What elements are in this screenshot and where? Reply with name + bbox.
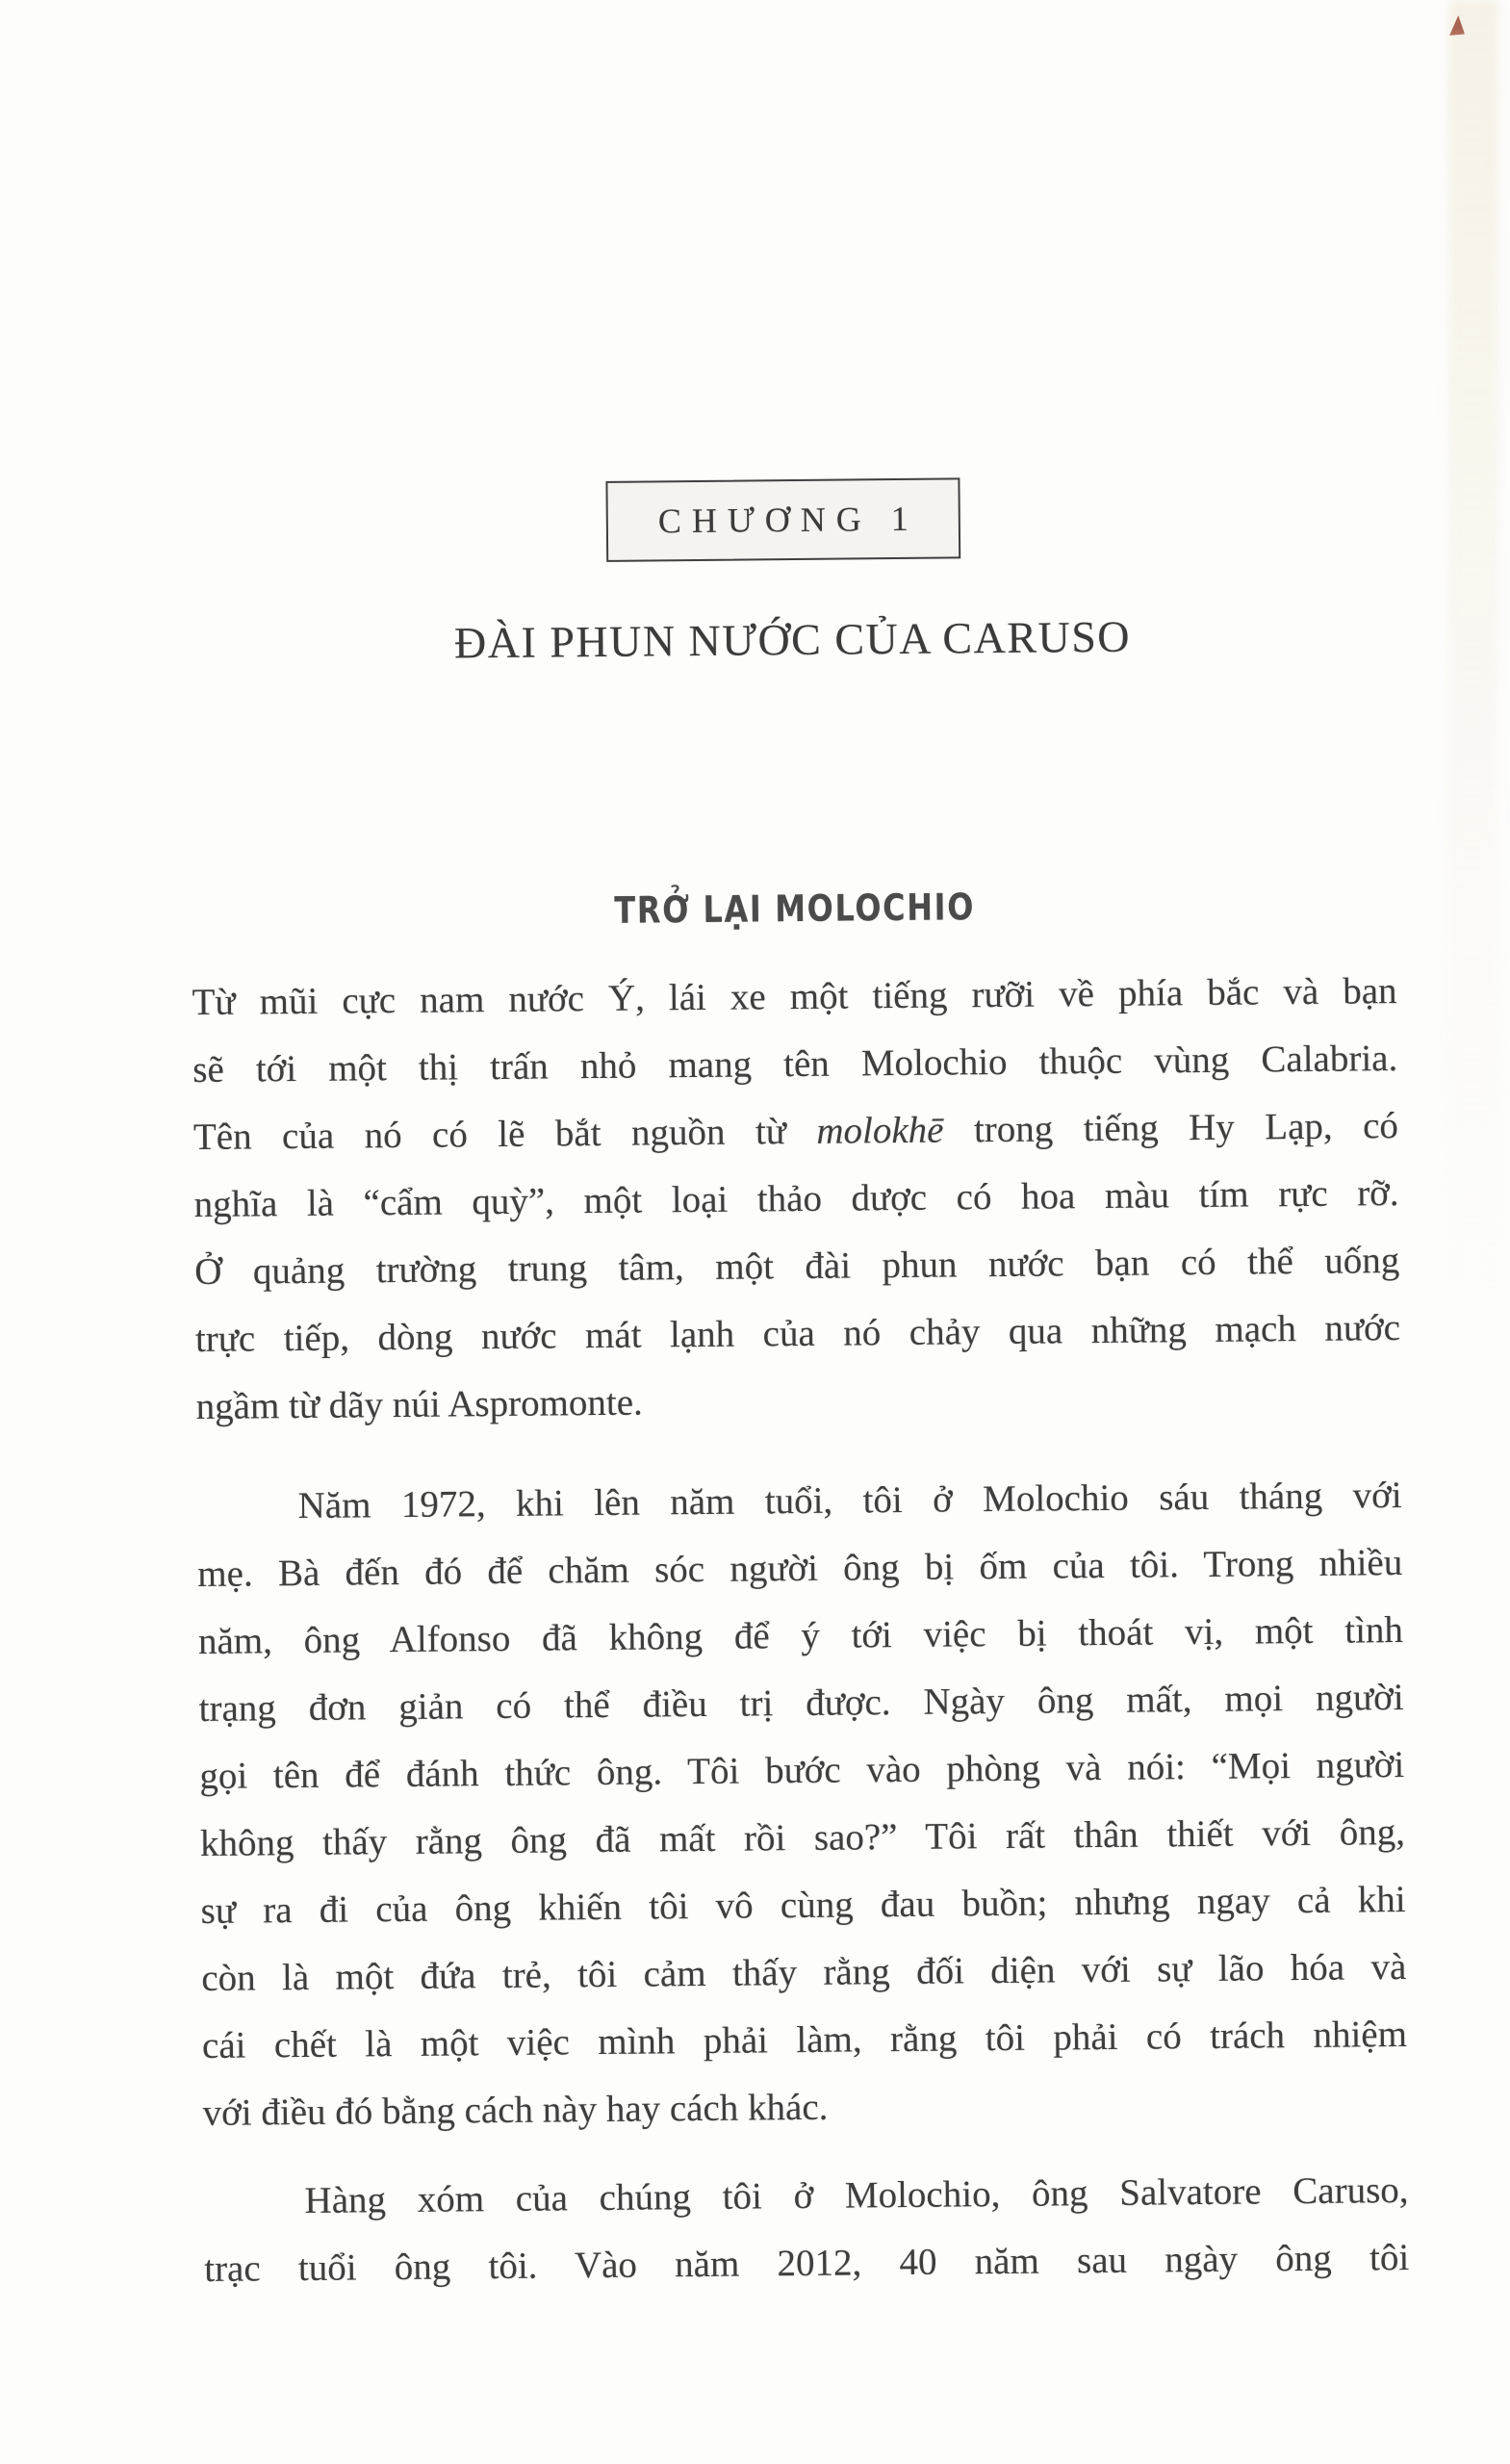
body-paragraph (196, 1462, 1408, 2147)
text-line (193, 1160, 1399, 1239)
text-segment: Tên của nó có lẽ bắt nguồn từ (192, 1110, 817, 1159)
text-line (199, 1732, 1405, 1810)
body-paragraph (192, 958, 1401, 1441)
text-line (198, 1664, 1404, 1743)
text-segment: nghĩa là “cẩm quỳ”, một loại thảo dược có hoa màu tím rực rỡ. (193, 1172, 1399, 1226)
text-line (202, 2068, 1408, 2147)
text-line (197, 1529, 1403, 1608)
text-line (195, 1362, 1401, 1441)
section-heading-text: TRỞ LẠI MOLOCHIO (614, 886, 976, 932)
text-segment: mẹ. Bà đến đó để chăm sóc người ông bị ốm của tôi. Trong nhiều (197, 1542, 1403, 1596)
body-text (192, 958, 1409, 2303)
text-segment: Hàng xóm của chúng tôi ở Molochio, ông Salvatore Caruso, (304, 2169, 1409, 2221)
text-line (192, 1025, 1398, 1104)
text-line (200, 1799, 1406, 1878)
text-segment: trực tiếp, dòng nước mát lạnh của nó chảy qua những mạch nước (194, 1307, 1401, 1361)
text-segment: không thấy rằng ông đã mất rồi sao?” Tôi rất thân thiết với ông, (199, 1810, 1406, 1865)
text-segment: sẽ tới một thị trấn nhỏ mang tên Molochio thuộc vùng Calabria. (192, 1038, 1398, 1091)
text-segment: trạc tuổi ông tôi. Vào năm 2012, 40 năm sau ngày ông tôi (204, 2236, 1410, 2290)
text-line (198, 1597, 1404, 1676)
text-segment: còn là một đứa trẻ, tôi cảm thấy rằng đối diện với sự lão hóa và (201, 1945, 1407, 1999)
text-line (202, 2001, 1408, 2080)
text-segment: trạng đơn giản có thể điều trị được. Ngày ông mất, mọi người (198, 1676, 1404, 1731)
text-segment: Từ mũi cực nam nước Ý, lái xe một tiếng rưỡi về phía bắc và bạn (192, 970, 1397, 1024)
text-line (193, 1092, 1399, 1171)
chapter-label: CHƯƠNG 1 (657, 499, 919, 541)
italic-term: molokhē (816, 1109, 944, 1152)
text-line (201, 1934, 1407, 2013)
text-line (192, 958, 1397, 1037)
chapter-number-box (605, 477, 960, 562)
text-line (196, 1462, 1402, 1541)
section-heading (192, 882, 1399, 936)
text-segment: trong tiếng Hy Lạp, có (943, 1105, 1399, 1151)
text-segment: ngầm từ dãy núi Aspromonte. (195, 1381, 644, 1428)
text-segment: Ở quảng trường trung tâm, một đài phun nước bạn có thể uống (194, 1240, 1400, 1294)
text-line (195, 1295, 1401, 1373)
text-segment: gọi tên để đánh thức ông. Tôi bước vào phòng và nói: “Mọi người (199, 1743, 1405, 1798)
text-line (194, 1227, 1400, 1306)
body-paragraph (203, 2157, 1409, 2303)
text-segment: với điều đó bằng cách này hay cách khác. (202, 2086, 829, 2134)
text-line (204, 2224, 1410, 2303)
text-line (203, 2157, 1409, 2236)
text-line (200, 1866, 1406, 1945)
text-segment: Năm 1972, khi lên năm tuổi, tôi ở Molochio sáu tháng với (297, 1475, 1402, 1527)
text-segment: cái chết là một việc mình phải làm, rằng tôi phải có trách nhiệm (201, 2013, 1408, 2066)
chapter-title: ĐÀI PHUN NƯỚC CỦA CARUSO (453, 611, 1132, 668)
text-segment: năm, ông Alfonso đã không để ý tới việc bị thoát vị, một tình (197, 1608, 1404, 1663)
text-segment: sự ra đi của ông khiến tôi vô cùng đau buồn; nhưng ngay cả khi (200, 1878, 1406, 1933)
